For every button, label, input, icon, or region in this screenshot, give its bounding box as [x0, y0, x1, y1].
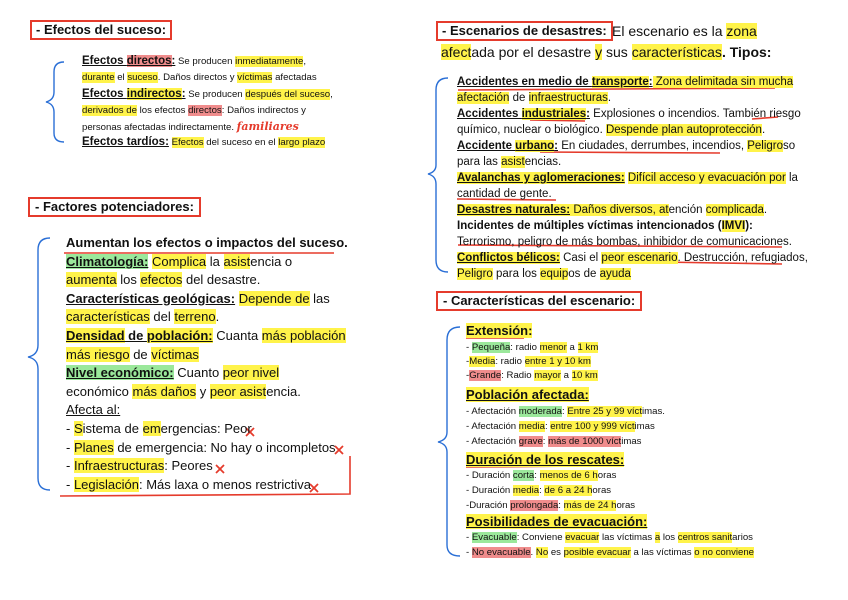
factores-l8: Nivel económico: Cuanto peor nivel: [66, 365, 280, 380]
efectos-indirectos-line2: derivados de los efectos directos: Daños indirectos y: [82, 105, 306, 116]
factores-l5: características del terreno.: [66, 309, 220, 324]
factores-l4: Características geológicas: Depende de las: [66, 291, 330, 306]
factores-l13: - Infraestructuras: Peores: [66, 458, 213, 473]
escenarios-r5: Accidente urbano: En ciudades, derrumbes, incendios, Peligroso: [457, 140, 796, 152]
cross-icon: [216, 465, 224, 473]
factores-l6: Densidad de población: Cuanta más población: [66, 328, 346, 343]
escenarios-r2: afectación de infraestructuras.: [457, 92, 612, 104]
efectos-directos-line1: Efectos directos: Se producen inmediatamente,: [82, 55, 307, 67]
escenarios-r10: Incidentes de múltiples víctimas intencionados (IMVI):: [457, 220, 753, 232]
brace-escenarios: [428, 78, 448, 272]
escenarios-r1: Accidentes en medio de transporte: Zona delimitada sin mucha: [457, 76, 794, 88]
cross-icon: [335, 446, 343, 454]
extension-item-2: -Media: radio entre 1 y 10 km: [466, 356, 591, 367]
brace-factores: [28, 238, 50, 490]
efectos-indirectos-line1: Efectos indirectos: Se producen después del suceso,: [82, 88, 333, 100]
escenarios-r6: para las asistencias.: [457, 156, 562, 168]
efectos-directos-line2: durante el suceso. Daños directos y víctimas afectadas: [82, 72, 317, 83]
extension-item-3: -Grande: Radio mayor a 10 km: [466, 370, 598, 381]
escenarios-r11: Terrorismo, peligro de más bombas, inhibidor de comunicaciones.: [457, 236, 792, 248]
efectos-title: - Efectos del suceso:: [30, 20, 172, 40]
escenarios-r8: cantidad de gente.: [457, 188, 552, 200]
factores-l14: - Legislación: Más laxa o menos restrictiva: [66, 477, 311, 492]
escenarios-intro2: afectada por el desastre y sus características. Tipos:: [441, 44, 772, 60]
escenarios-intro1: El escenario es la zona: [612, 23, 757, 39]
factores-title: - Factores potenciadores:: [28, 197, 201, 217]
efectos-tardios-line: Efectos tardíos: Efectos del suceso en el largo plazo: [82, 136, 326, 148]
factores-l2: Climatología: Complica la asistencia o: [66, 254, 293, 269]
duracion-item-2: - Duración media: de 6 a 24 horas: [466, 485, 612, 496]
poblacion-item-3: - Afectación grave: más de 1000 víctimas: [466, 436, 642, 447]
duracion-label: Duración de los rescates:: [466, 452, 625, 467]
evacuacion-item-1: - Evacuable: Conviene evacuar las víctimas a los centros sanitarios: [466, 532, 753, 543]
caracteristicas-title: - Características del escenario:: [436, 291, 642, 311]
poblacion-label: Población afectada:: [466, 387, 589, 402]
factores-l9: económico más daños y peor asistencia.: [66, 384, 301, 399]
brace-caracteristicas: [438, 327, 460, 556]
factores-l1: Aumentan los efectos o impactos del suceso.: [66, 235, 348, 250]
evacuacion-label: Posibilidades de evacuación:: [466, 514, 648, 529]
escenarios-r12: Conflictos bélicos: Casi el peor escenario. Destrucción, refugiados,: [457, 252, 808, 264]
duracion-item-1: - Duración corta: menos de 6 horas: [466, 470, 617, 481]
escenarios-title: - Escenarios de desastres:: [436, 21, 613, 41]
efectos-directos-label: Efectos: [82, 55, 127, 67]
factores-l10: Afecta al:: [66, 402, 121, 417]
duracion-item-3: -Duración prolongada: más de 24 horas: [466, 500, 636, 511]
factores-l7: más riesgo de víctimas: [66, 347, 199, 362]
efectos-indirectos-label: Efectos: [82, 88, 127, 100]
escenarios-r3: Accidentes industriales: Explosiones o incendios. También riesgo: [457, 108, 801, 120]
escenarios-r7: Avalanchas y aglomeraciones: Difícil acceso y evacuación por la: [457, 172, 798, 184]
extension-label: Extensión:: [466, 323, 533, 338]
extension-item-1: - Pequeña: radio menor a 1 km: [466, 342, 599, 353]
efectos-tardios-label: Efectos tardíos:: [82, 136, 169, 148]
cross-icon: [310, 484, 318, 492]
escenarios-r4: químico, nuclear o biológico. Despende plan autoprotección.: [457, 124, 766, 136]
efectos-indirectos-line3: personas afectadas indirectamente. familiares: [82, 120, 299, 133]
poblacion-item-1: - Afectación moderada: Entre 25 y 99 víctimas.: [466, 406, 665, 417]
poblacion-item-2: - Afectación media: entre 100 y 999 víctimas: [466, 421, 655, 432]
brace-efectos: [46, 62, 64, 142]
escenarios-r9: Desastres naturales: Daños diversos, atención complicada.: [457, 204, 768, 216]
handwritten-note: familiares: [236, 120, 299, 133]
escenarios-r13: Peligro para los equipos de ayuda: [457, 268, 631, 280]
factores-l12: - Planes de emergencia: No hay o incompletos: [66, 440, 336, 455]
evacuacion-item-2: - No evacuable. No es posible evacuar a las víctimas o no conviene: [466, 547, 755, 558]
factores-l11: - Sistema de emergencias: Peor: [66, 421, 252, 436]
factores-l3: aumenta los efectos del desastre.: [66, 272, 261, 287]
